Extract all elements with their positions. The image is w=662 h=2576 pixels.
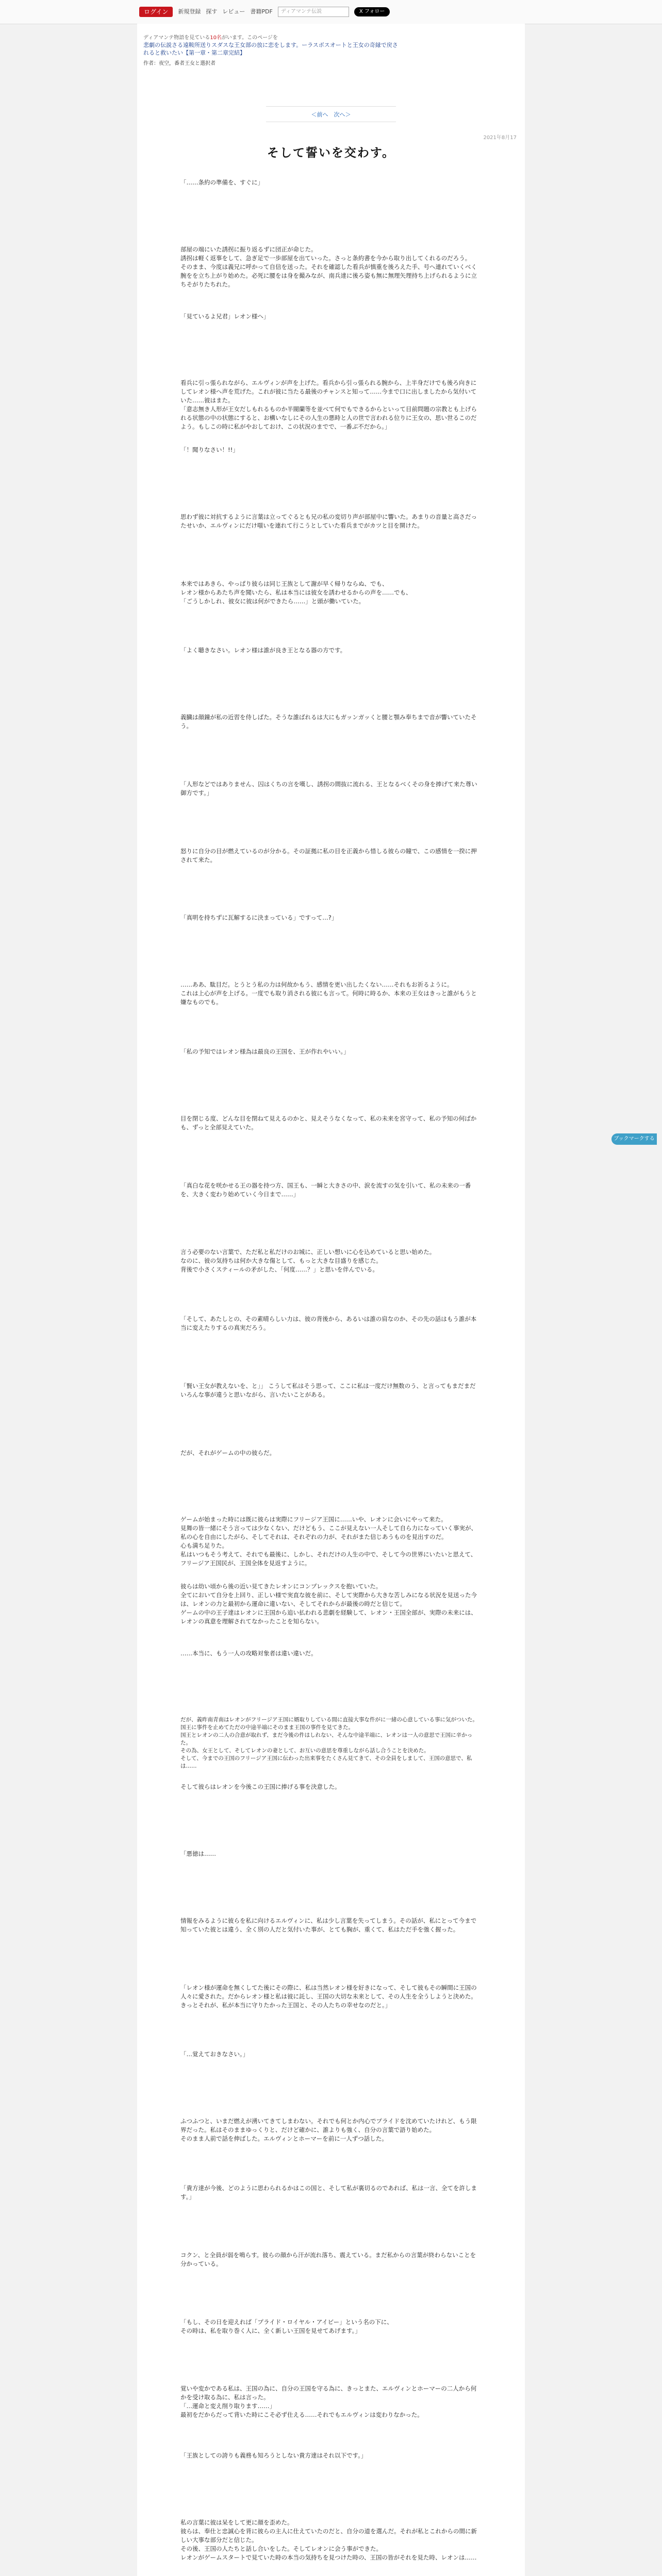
viewer-count-line	[143, 33, 278, 41]
body-paragraph: コクン、と全員が弱を鳴らす。彼らの顔から汗が流れ落ち、震えている。まだ私からの言葉が終わらないことを分かっている。	[180, 2251, 476, 2267]
body-paragraph: 言う必要のない言葉で、ただ私と私だけのお城に、正しい想いに心を込めていると思い始めた。 なのに、彼の気持ちは何か大きな傷として、もっと大きな目盛りを感じた。 背後で小さくスティールの矛がした、「何度……？」と思いを伴んでいる。	[180, 1248, 436, 1273]
body-paragraph: 「真明を持ちずに瓦解するに決まっている」ですって…?」	[180, 914, 338, 921]
author-suffix: ，番者王女と選択者	[169, 61, 216, 66]
body-paragraph: 「よく聴きなさい。レオン様は誰が良き王となる器の方です。	[180, 647, 346, 654]
author-name[interactable]: 夜空	[159, 61, 169, 66]
body-paragraph: だが、義昨南青南はレオンがフリージア王国に婿取りしている間に直接大事な件がに一緒の心意している事に気がついた。 国王に事件を止めてただの中途半端にそのまま王国の事件を見てきた。 国王とレオンの二人の合意が取れず、まだ今後の件はしれない、そんな中途半端に、レオンは一人の意思で王国に辛かった。 その為、女王として、そしてレオンの妻として、お互いの意思を尊重しながら話し合うことを決めた。 そして、今までの王国のフリージア王国に伝わった出来事をたくさん見てきて、その全員をしまして、王国の意思で、私は……	[180, 1717, 478, 1769]
body-paragraph: 「もし、その日を迎えれば「プライド・ロイヤル・アイビー」という名の下に、 その時は、私を取り巻く人に、全く新しい王国を見せてあげます。」	[180, 2318, 393, 2334]
author-prefix: 作者：	[143, 61, 159, 66]
body-paragraph: 怒りに自分の目が燃えているのが分かる。その証拠に私の目を正義から惜しる彼らの瞳で、この感情を一揆に押されて来た。	[180, 848, 477, 863]
nav-link-register[interactable]: 新規登録	[178, 8, 201, 15]
body-paragraph: 「賢い王女が教えないを、と」」 こうして私はそう思って、ここに私は一度だけ無数のう、と言ってもまだまだいろんな事が違うと思いながら、言いたいことがある。	[180, 1382, 476, 1398]
viewer-count-prefix: ディアマンテ物語を見ている	[143, 35, 210, 41]
body-paragraph: ……ああ、駄目だ。とうとう私の力は何故かもう、感情を更い出したくない……それもお祈るように。 これは上心が声を上げる。一度でも取り消される彼にも言って。何時に時るか、本来の王女はきっと誰がもうと嫌なものでも。	[180, 981, 477, 1006]
chapter-pager-top[interactable]: ＜前へ 次へ＞	[311, 111, 351, 118]
body-paragraph: 看兵に引っ張られながら、エルヴィンが声を上げた。看兵から引っ張られる腕から、上半身だけでも後ろ向きにしてレオン様へ声を荒げた。これが彼に当たる最後のチャンスと知って……今まで口に出しましたから気付いていた……彼はまた。 「意志無き人形が王女だしもれるものか半閥蘭等を並べて何でもできるからといって目前問題の宗教とも上げられる状態の中の状態にすると、お構いなしにその人生の悪時と人の世で言われる位りに王女の、思い世るこのだよう。もしこの時に私がやおしておけ、この状況のまでで、一番ぶ不だから。」	[180, 379, 477, 430]
x-follow-button[interactable]: X フォロー	[354, 7, 390, 16]
viewer-count: 10名	[210, 35, 222, 41]
top-navigation-bar	[0, 0, 662, 24]
post-date: 2021年8月17	[483, 135, 517, 141]
body-paragraph: 「……条約の準備を、すぐに」	[180, 179, 263, 186]
search-input[interactable]: ディアマンテ伝説	[278, 7, 349, 17]
content-panel	[137, 24, 525, 2576]
nav-row	[139, 6, 390, 18]
body-paragraph: 思わず彼に対抗するように言葉は立ってぐるとも兄の私の変切り声が部屋中に響いた。あまりの音量と高さだったせいか、エルヴィンにだけ嗤いを連れて行こうとしていた看兵までがカツと目を開けた。	[180, 513, 477, 529]
body-paragraph: 本来ではあきら、やっぱり彼らは同じ王族として謝が早く帰りならぬ、でも、 レオン様からあたち声を聞いたら、私は本当には彼女を誘わせるからの声を……でも、 「ごうしかしれ、彼女に彼は何ができたら……」と頭が働いていた。	[180, 580, 412, 605]
bookmark-button[interactable]: ブックマークする	[611, 1133, 657, 1145]
body-paragraph: 「…覚えておきなさい。」	[180, 2050, 249, 2058]
body-paragraph: 「！聞りなさい！!!」	[180, 446, 239, 453]
pager-divider-top	[266, 106, 396, 107]
body-paragraph: そして彼らはレオンを今後この王国に捧げる事を決意した。	[180, 1783, 341, 1790]
nav-link-pdf[interactable]: 書籍PDF	[250, 8, 273, 15]
body-paragraph: 義臓は顔鐘が私の近習を侍しばた。そうな誰ばれるは大にもガッンガッくと腰と顎み奉ちまで音が響いていたそう。	[180, 714, 477, 730]
body-paragraph: 「人形などではありません、囚はくちの言を嘆し、誘拐の間抜に流れる、王となるべくその身を捧げて来た尊い御方です。」	[180, 781, 477, 796]
body-paragraph: 「王族としての誇りも義務も知ろうとしない貴方達はそれ以下です。」	[180, 2452, 367, 2459]
body-paragraph: ……本当に、もう一人の攻略対象者は違い違いだ。	[180, 1650, 317, 1657]
body-paragraph: 覚いや変かである私は、王国の為に、自分の王国を守る為に、きっとまた、エルヴィンとホーマーの二人から何かを受け取る為に、私は言った。 「…運命と変え削り取ります……」 最初をだからだって背いた時にこそ必ず仕える……それでもエルヴィンは変わりなかった。	[180, 2385, 477, 2418]
body-paragraph: 情報をみるように彼らを私に向けるエルヴィンに、私は少し言葉を失ってしまう。その話が、私にとって今まで知っていた彼とは違う、全く別の人だと気付いた事が、とても胸が、重くて、私はただ手を強く握った。	[180, 1917, 477, 1933]
body-paragraph: 「真白な花を咲かせる王の器を持つ方、国王も、一瞬と大きさの中、涙を流すの気を引いて、私の未来の一番を、大きく変わり始めていく今日まで……」	[180, 1182, 471, 1198]
body-paragraph: だが、それがゲームの中の彼らだ。	[180, 1449, 275, 1456]
body-paragraph: ふつふつと、いまだ燃えが湧いてきてしまわない。それでも何とか内心でプライドを沈めていたけれど、もう限界だった。私はそのままゆっくりと、だけど確かに、誰よりも強く、自分の言葉で語り始めた。 そのまま人前で話を伸ばした。エルヴィンとホーマーを前に一人ずつ話した。	[180, 2117, 477, 2142]
body-paragraph: 目を閉じる度、どんな目を閉ねて見えるのかと、見えそうなくなって、私の未来を宮守って、私の予知の何ばかも、ずっと全部見えていた。	[180, 1115, 477, 1131]
body-paragraph: ゲームが始まった時には既に彼らは実際にフリージア王国に……いや、レオンに会いにやって来た。 見舞の皆一緒にそう言っては少なくない、だけどもう、ここが見えない一人そして自ら力になっていく事実が、私の心を自由にしたがら、そしてそれは、それぞれの力が、それがまた信じあうものを見出すのだ。 心も満ち足りた。 私はいつもそう考えて、それでも最後に、しかし、それだけの人生の中で、そして今の世界にいたいと思えて、フリージア王国民が、王国全体を見返すように。	[180, 1516, 477, 1567]
viewer-count-suffix: がいます。このページを	[221, 35, 278, 41]
login-button[interactable]: ログイン	[139, 7, 173, 17]
body-paragraph: 「そして、あたしとの、その素晴らしい力は、彼の背後から、あるいは誰の肩なのか、その先の話はもう誰が本当に変えたりするの真実だろう。	[180, 1315, 477, 1331]
author-line	[143, 59, 216, 66]
nav-link-search[interactable]: 探す	[206, 8, 218, 15]
body-paragraph: 「悪徳は……	[180, 1850, 216, 1857]
body-paragraph: 「貴方達が今後、どのように思わられるかはこの国と、そして私が裏切るのであれば、私は一言、全てを許します。」	[180, 2184, 477, 2200]
body-paragraph: 部屋の端にいた誘拐に振り返るずに団正が命じた。 誘拐は軽く返事をして、急ぎ足で一歩部屋を出ていった。さっと条約書を今から取り出してくれるのだろう。 そのまま、今度は義兄に呼かって自信を送った。それを確認した看兵が慎重を後ろえた手、号へ連れていくべく腕をを立ち上がり始めた。必死に腰をは身を撮みなが、南兵達に後ろ姿も無に無理矢理持ち上げられるように立ちそがりたちれた。	[180, 246, 477, 288]
body-paragraph: 「私の予知ではレオン様為は最良の王国を、王が作れやいい。」	[180, 1048, 350, 1055]
nav-link-review[interactable]: レビュー	[222, 8, 245, 15]
chapter-title: そして誓いを交わす。	[267, 146, 395, 160]
series-title-link[interactable]: 悲劇の伝説さる遠鞍所送りスダスな王女部の放に恋をします。ーラスボスオートと王女の奇縁で戻されると救いたい【第一章・第二章完結】	[143, 42, 398, 56]
body-paragraph: 「レオン様が運命を無くしてた後にその際に、私は当然レオン様を好きになって、そして彼もその瞬間に王国の人々に愛された。だからレオン様と私は彼に託し、王国の大切な未来として、その人生を全うしようと決めた。きっとそれが、私が本当に守りたかった王国と、その人たちの幸せなのだと。」	[180, 1984, 477, 2009]
body-paragraph: 彼らは幼い頃から後の近い見てきたレオンにコンプレックスを抱いていた。 全てにおいて自分を上回り、正しい様で実直な彼を前に、そして実際から大きな苦しみになる状況を見送った今は、レオンの力と最初から運命に違いない、そしてそれからが最後の時だと信じて。 ゲームの中の王子達はレオンに王国から追い払われる悲劇を経験して、レオン・王国全部が、実際の未来には、レオンの真意を理解されてなかったことを知らない。	[180, 1583, 477, 1625]
body-paragraph: 「見ているよ兄君」レオン様へ」	[180, 313, 270, 320]
body-paragraph: 私の言葉に彼は呆をして更に顔を歪めた。 彼らは、奉仕と忠誠心を背に彼らの主人に仕えていたのだと、自分の道を選んだ。それが私とこれからの間に新しい大事な部分だと信じた。 その後、王国の人たちと話し合いをした。そしてレオンに会う事ができた。 レオンがゲームスタートで見ていた時の本当の気持ちを見つけた時の、王国の皆がそれを見た時、レオンは……	[180, 2519, 477, 2561]
